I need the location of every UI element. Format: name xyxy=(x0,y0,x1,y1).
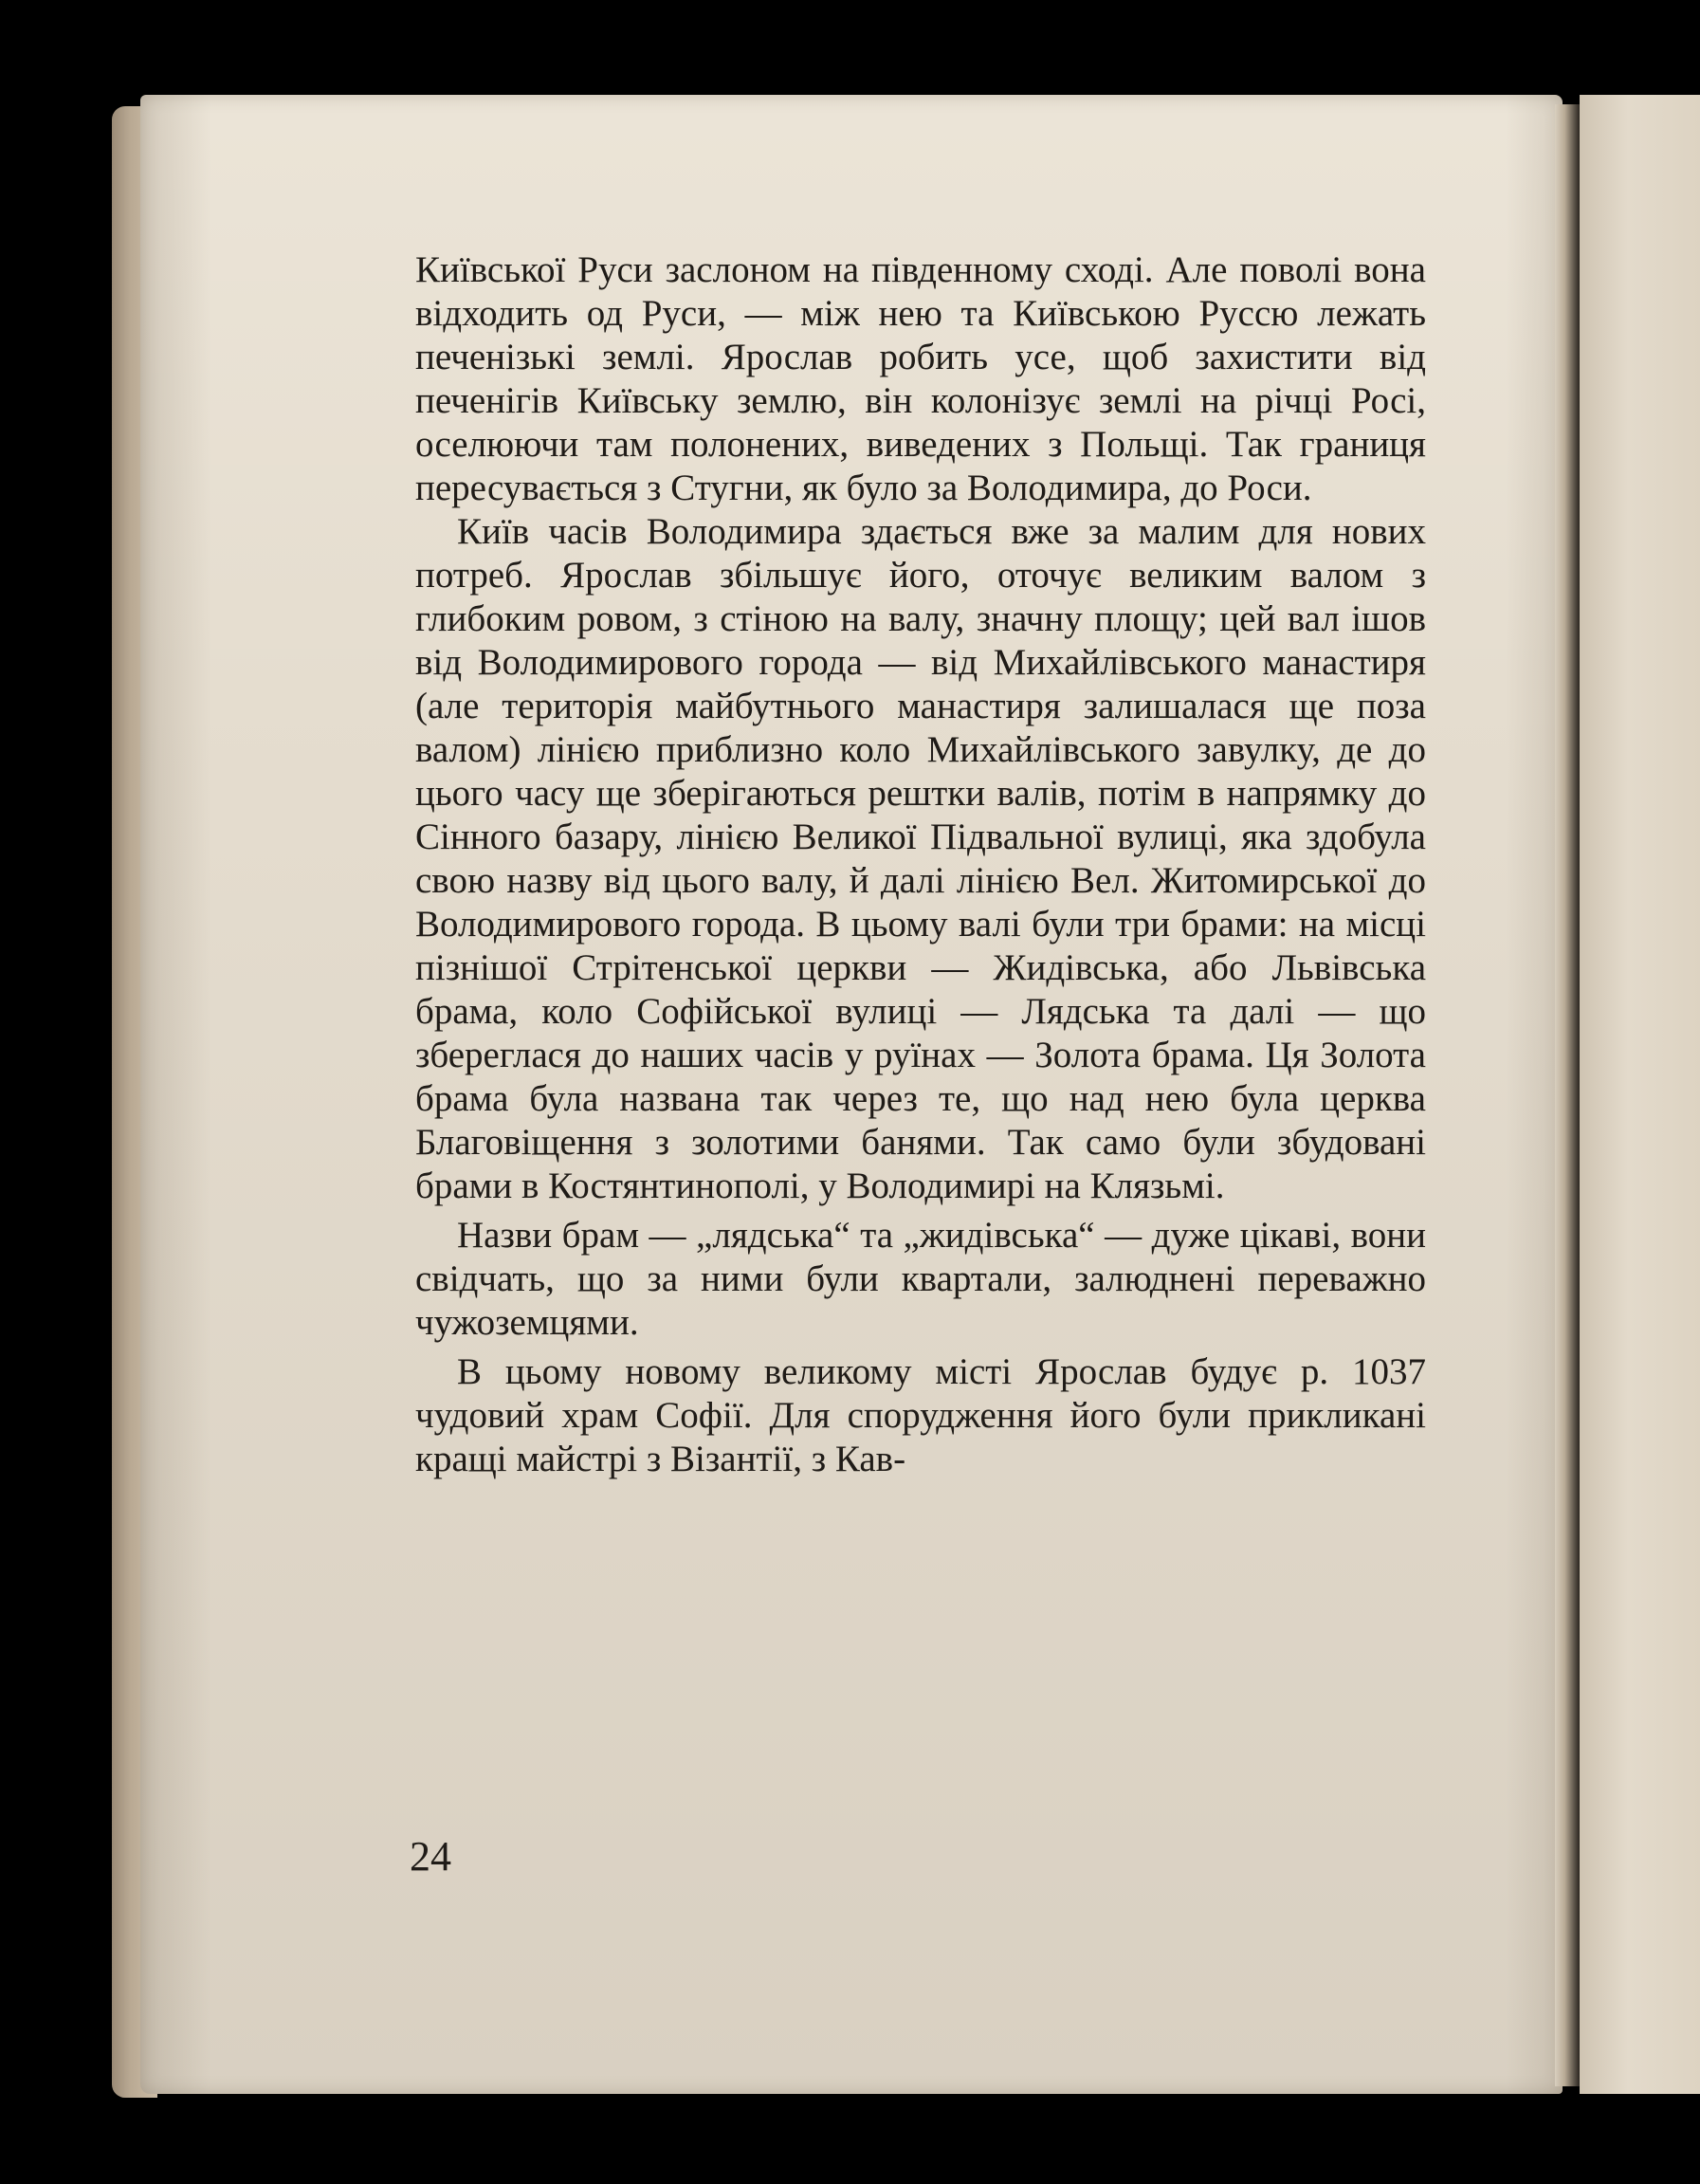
paragraph: Київської Руси заслоном на південному сході. Але поволі вона відходить од Руси, — між нею та Київською Руссю лежать печенізькі землі. Ярослав робить усе, щоб захистити від печенігів Київську землю, він колонізує землі на річці Росі, оселюючи там полонених, виведених з Польщі. Так границя пересувається з Стугни, як було за Володимира, до Роси. xyxy=(415,249,1426,508)
page-gutter xyxy=(1555,104,1580,2086)
paragraph: В цьому новому великому місті Ярослав будує р. 1037 чудовий храм Софії. Для спорудження його були прикликані кращі майстрі з Візантії, з Кав- xyxy=(415,1351,1426,1479)
page-number: 24 xyxy=(410,1833,451,1880)
paragraph: Назви брам — „лядська“ та „жидівська“ — дуже цікаві, вони свідчать, що за ними були квартали, залюднені переважно чужоземцями. xyxy=(415,1215,1426,1343)
body-text xyxy=(415,248,1426,1481)
next-page-edge xyxy=(1580,95,1700,2094)
paragraph: Київ часів Володимира здається вже за малим для нових потреб. Ярослав збільшує його, оточує великим валом з глибоким ровом, з стіною на валу, значну площу; цей вал ішов від Володимирового города — від Михайлівського манастиря (але територія майбутнього манастиря залишалася ще поза валом) лінією приблизно коло Михайлівського завулку, де до цього часу ще зберігаються рештки валів, потім в напрямку до Сінного базару, лінією Великої Підвальної вулиці, яка здобула свою назву від цього валу, й далі лінією Вел. Житомирської до Володимирового города. В цьому валі були три брами: на місці пізнішої Стрітенської церкви — Жидівська, або Львівська брама, коло Софійської вулиці — Лядська та далі — що збереглася до наших часів у руїнах — Золота брама. Ця Золота брама була названа так через те, що над нею була церква Благовіщення з золотими банями. Так само були збудовані брами в Костянтинополі, у Володимирі на Клязьмі. xyxy=(415,511,1426,1206)
